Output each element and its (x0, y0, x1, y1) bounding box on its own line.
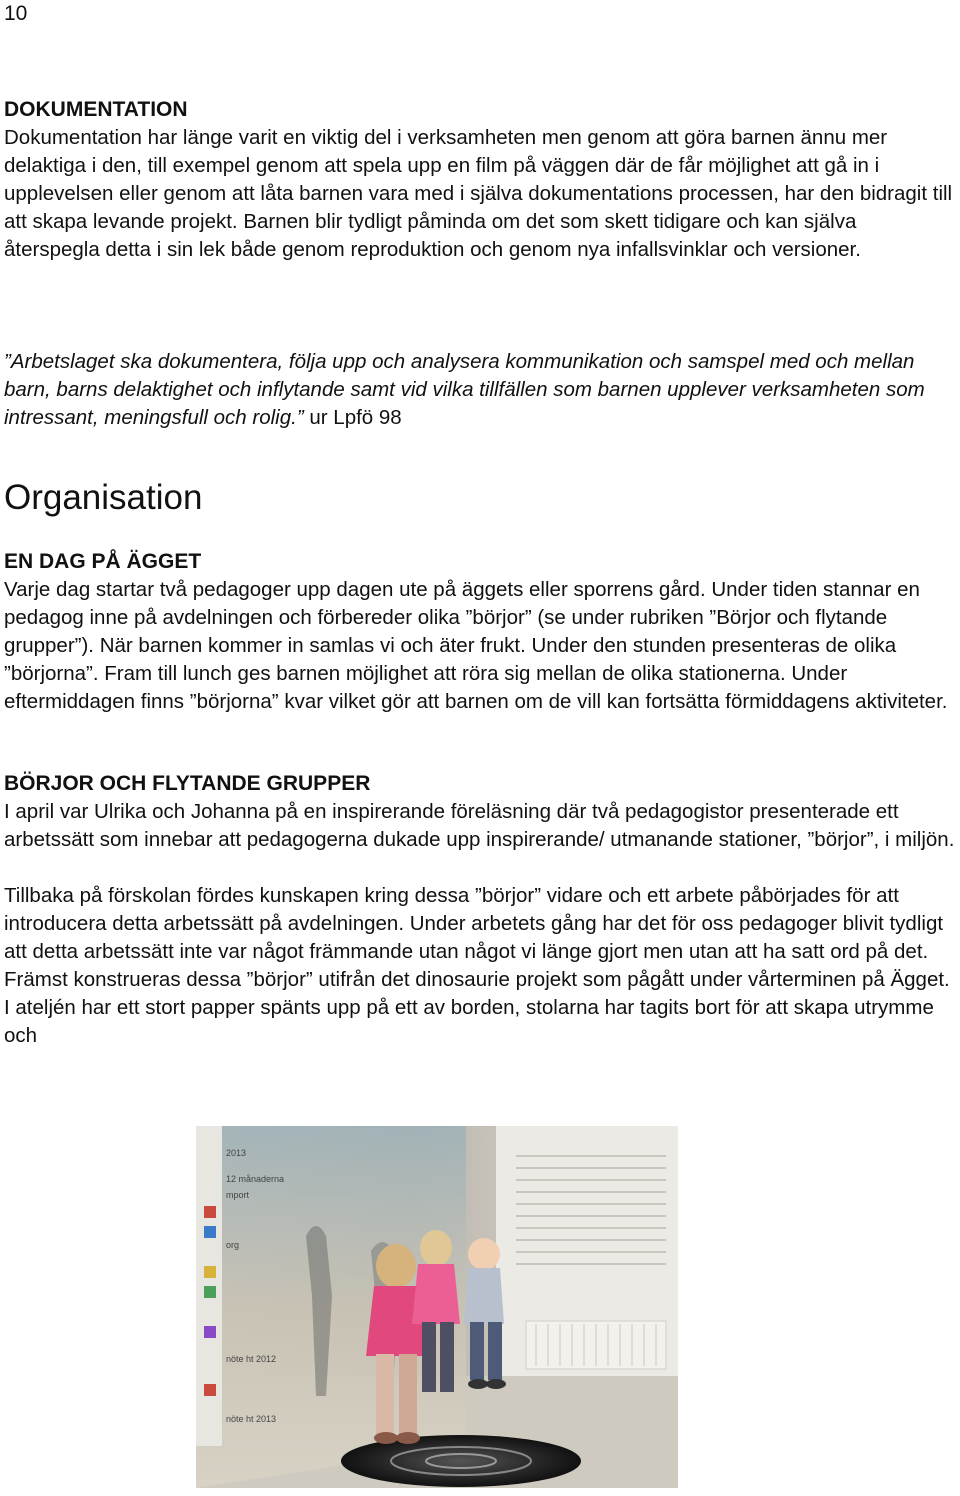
paragraph-dokumentation: Dokumentation har länge varit en viktig del i verksamheten men genom att göra barnen ännu mer delaktiga i den, till exempel genom att spela upp en film på väggen där de får möjlighet att gå in i upplevelsen eller genom att låta barnen vara med i själva dokumentations processen, har den bidragit till att skapa levande projekt. Barnen blir tydligt påminda om det som skett tidigare och kan själva återspegla detta i sin lek både genom reproduktion och genom nya infallsvinklar och versioner. (4, 126, 953, 261)
section-borjor (4, 770, 956, 1050)
projected-text-5: nöte ht 2012 (226, 1354, 277, 1364)
quote-body: ”Arbetslaget ska dokumentera, följa upp och analysera kommunikation och samspel med och mellan barn, barns delaktighet och inflytande samt vid vilka tillfällen som barnen upplever verksamheten som intressant, meningsfull och rolig.” (4, 350, 925, 429)
heading-en-dag: EN DAG PÅ ÄGGET (4, 550, 202, 573)
page-number: 10 (4, 2, 28, 25)
projected-text-1: 2013 (226, 1148, 247, 1158)
quote-source: ur Lpfö 98 (303, 406, 402, 429)
projected-text-3: mport (226, 1190, 250, 1200)
projected-text-6: nöte ht 2013 (226, 1414, 277, 1424)
heading-organisation: Organisation (4, 478, 203, 517)
paragraph-borjor-1: I april var Ulrika och Johanna på en inspirerande föreläsning där två pedagogistor presenterade ett arbetssätt som innebar att pedagogerna dukade upp inspirerande/ utmanande stationer, ”börjor”, i miljön. (4, 800, 955, 851)
section-dokumentation (4, 96, 956, 264)
quote-text (4, 348, 956, 432)
photo-illustration (196, 1126, 678, 1488)
paragraph-borjor-2: Tillbaka på förskolan fördes kunskapen kring dessa ”börjor” vidare och ett arbete påbörjades för att introducera detta arbetssätt på avdelningen. Under arbetets gång har det för oss pedagoger blivit tydligt att detta arbetssätt inte var något främmande utan något vi länge gjort men utan att ha satt ord på det. Främst konstrueras dessa ”börjor” utifrån det dinosaurie projekt som pågått under vårterminen på Ägget. I ateljén har ett stort papper spänts upp på ett av borden, stolarna har tagits bort för att skapa utrymme och (4, 884, 950, 1047)
projected-text-4: org (226, 1240, 240, 1250)
photo-children-projection (196, 1126, 678, 1488)
heading-dokumentation: DOKUMENTATION (4, 98, 188, 121)
projected-text-2: 12 månaderna (226, 1174, 285, 1184)
quote-block (4, 348, 956, 432)
section-en-dag (4, 548, 956, 716)
paragraph-en-dag: Varje dag startar två pedagoger upp dagen ute på äggets eller sporrens gård. Under tiden stannar en pedagog inne på avdelningen och förbereder olika ”börjor” (se under rubriken ”Börjor och flytande grupper”). När barnen kommer in samlas vi och äter frukt. Under den stunden presenteras de olika ”börjorna”. Fram till lunch ges barnen möjlighet att röra sig mellan de olika stationerna. Under eftermiddagen finns ”börjorna” kvar vilket gör att barnen om de vill kan fortsätta förmiddagens aktiviteter. (4, 578, 948, 713)
heading-borjor: BÖRJOR OCH FLYTANDE GRUPPER (4, 772, 371, 795)
section-organisation (4, 478, 956, 518)
